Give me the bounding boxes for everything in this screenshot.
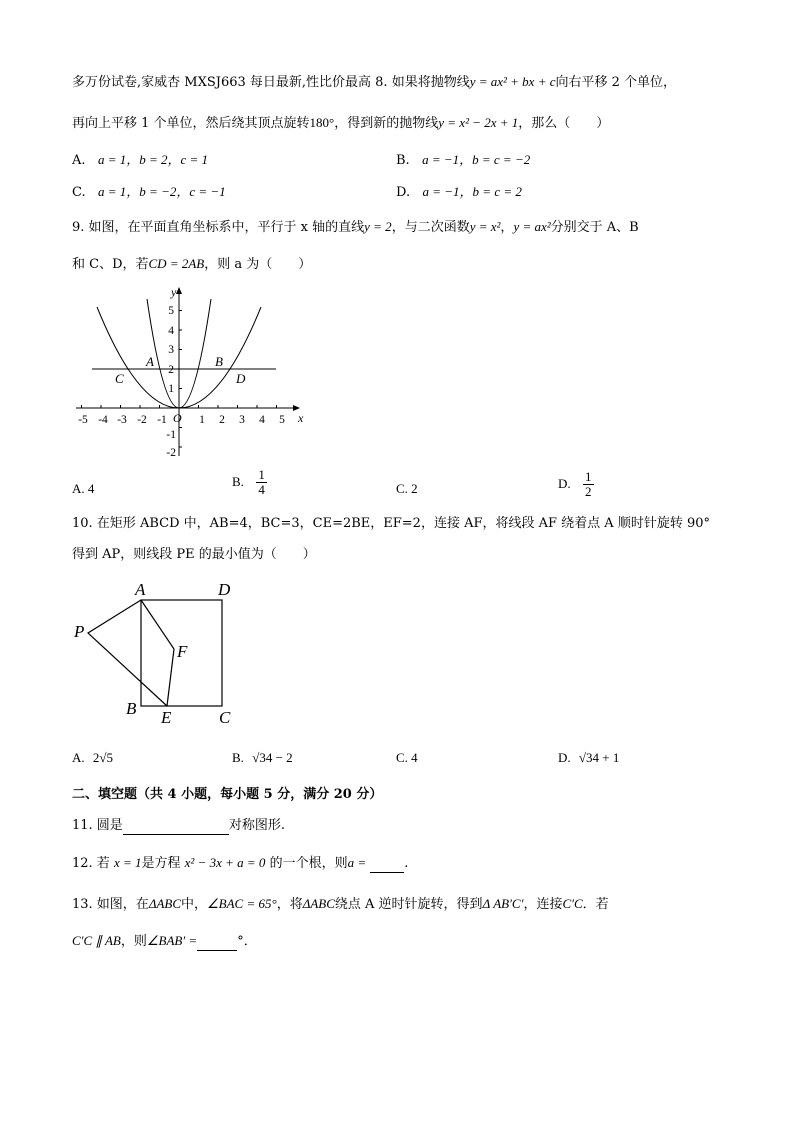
y-tick-label: 4 [168, 325, 174, 337]
q10-option-d[interactable]: D. √34 + 1 [558, 750, 620, 765]
q9-parabola-figure [70, 282, 310, 462]
y-tick-label: -1 [166, 429, 176, 441]
q10-option-a[interactable]: A. 2√5 [72, 750, 114, 765]
y-tick-label: -2 [166, 447, 176, 459]
y-tick-label: 2 [168, 364, 174, 376]
point-a-label: A [135, 580, 146, 599]
q9-option-d[interactable]: D. $\frac{1}{2}$ [558, 469, 592, 499]
point-e-label: E [161, 708, 172, 727]
x-tick-label: 2 [219, 414, 225, 426]
q10-option-b[interactable]: B. √34 − 2 [232, 750, 293, 765]
q8-option-d[interactable]: D. a = −1，b = c = 2 [396, 184, 522, 200]
x-tick-label: -2 [137, 414, 147, 426]
x-tick-label: 3 [239, 414, 245, 426]
point-c-label: C [115, 371, 124, 386]
origin-label: O [173, 411, 182, 425]
q11: 11. 圆是 对称图形. [72, 818, 285, 833]
q8-line2: 再向上平移 1 个单位，然后绕其顶点旋转180°，得到新的抛物线y = x² − 2x + 1，那么（ ） [72, 115, 610, 131]
q9-option-b[interactable]: B. $\frac{1}{4}$ [232, 467, 265, 497]
q9-line1: 9. 如图，在平面直角坐标系中，平行于 x 轴的直线y = 2，与二次函数y = x²，y = ax²分别交于 A、B [72, 219, 639, 235]
x-tick-label: -3 [117, 414, 127, 426]
point-d-label: D [218, 580, 231, 599]
x-tick-label: 1 [199, 414, 205, 426]
q9-option-a[interactable]: A. 4 [72, 481, 95, 496]
fraction-one-quarter: $\frac{1}{4}$ [258, 467, 265, 497]
q8-eq1: y = ax² + bx + c [469, 74, 556, 89]
q10-rectangle-figure [70, 578, 270, 730]
segments-af-fe [141, 600, 174, 706]
q10-option-c[interactable]: C. 4 [396, 750, 418, 765]
section-title: 二、填空题（共 4 小题，每小题 5 分，满分 20 分） [72, 787, 383, 802]
x-tick-label: -1 [157, 414, 167, 426]
y-tick-label: 5 [168, 305, 174, 317]
y-tick-label: 1 [168, 383, 174, 395]
q10-line2: 得到 AP，则线段 PE 的最小值为（ ） [72, 547, 316, 562]
fraction-one-half: $\frac{1}{2}$ [585, 469, 592, 499]
y-axis-arrow [176, 287, 182, 294]
segments-ap-pe [88, 600, 167, 706]
x-tick-label: 5 [279, 414, 285, 426]
q8-option-c[interactable]: C. a = 1，b = −2，c = −1 [72, 184, 226, 200]
point-d-label: D [236, 371, 246, 386]
x-tick-label: -4 [98, 414, 108, 426]
point-b-label: B [215, 354, 223, 369]
x-tick-label: 4 [259, 414, 265, 426]
y-tick-label: 3 [168, 344, 174, 356]
q13-line2: C′C ∥ AB，则∠BAB′ = °． [72, 933, 257, 949]
y-axis-label: y [171, 285, 177, 299]
point-a-label: A [146, 354, 154, 369]
answer-blank[interactable] [370, 858, 404, 873]
q12: 12. 若 x = 1是方程 x² − 3x + a = 0 的一个根，则a = . [72, 855, 409, 871]
q8-option-a[interactable]: A. a = 1，b = 2，c = 1 [72, 152, 209, 168]
answer-blank[interactable] [123, 820, 229, 835]
q9-option-c[interactable]: C. 2 [396, 481, 418, 496]
q8-line1: 多万份试卷,家威杏 MXSJ663 每日最新,性比价最高 8. 如果将抛物线y = ax² + bx + c向右平移 2 个单位， [72, 74, 677, 90]
point-f-label: F [177, 642, 188, 661]
x-axis-label: x [298, 411, 304, 425]
point-p-label: P [74, 622, 85, 641]
point-c-label: C [219, 708, 231, 727]
answer-blank[interactable] [197, 936, 237, 951]
q10-line1: 10. 在矩形 ABCD 中，AB=4，BC=3，CE=2BE，EF=2，连接 AF，将线段 AF 绕着点 A 顺时针旋转 90° [72, 516, 710, 531]
q8-eq2: y = x² − 2x + 1 [438, 115, 519, 130]
q8-option-b[interactable]: B. a = −1，b = c = −2 [396, 152, 531, 168]
x-tick-label: -5 [78, 414, 88, 426]
y-tick-labels [166, 305, 176, 459]
q13-line1: 13. 如图，在ΔABC中，∠BAC = 65°，将ΔABC绕点 A 逆时针旋转，得到Δ AB′C′，连接C′C．若 [72, 896, 609, 912]
q9-line2: 和 C、D，若CD = 2AB，则 a 为（ ） [72, 256, 312, 272]
point-b-label: B [126, 699, 137, 718]
